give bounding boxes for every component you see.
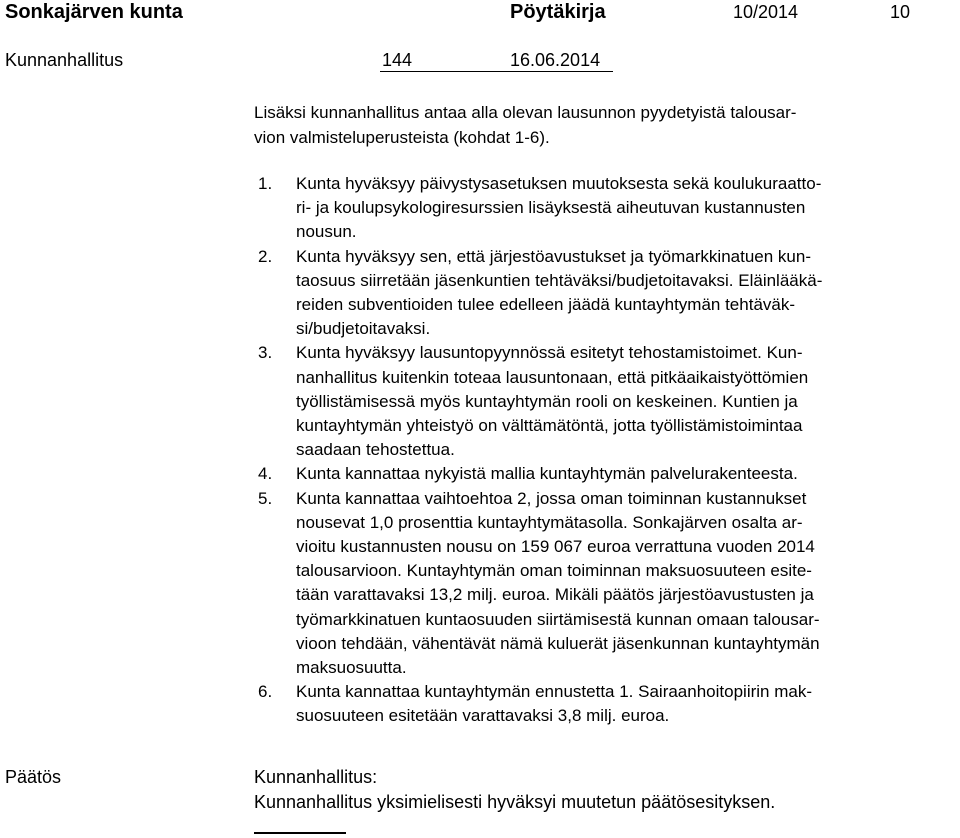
list-item-number: 4. <box>258 464 273 484</box>
list-item-line: vioon tehdään, vähentävät nämä kuluerät jäsenkunnan kuntayhtymän <box>296 633 820 653</box>
page-number: 10 <box>890 2 911 22</box>
list-item-line: nousun. <box>296 222 357 242</box>
list-item-line: Kunta kannattaa nykyistä mallia kuntayhtymän palvelurakenteesta. <box>296 464 798 484</box>
list-item-line: saadaan tehostettua. <box>296 440 455 460</box>
list-item-line: suosuuteen esitetään varattavaksi 3,8 milj. euroa. <box>296 706 670 726</box>
intro-paragraph <box>254 100 944 150</box>
list-item-line: työmarkkinatuen kuntaosuuden siirtämisestä kunnan omaan talousar- <box>296 609 820 629</box>
decision-body: Kunnanhallitus: <box>254 767 378 787</box>
list-item <box>258 341 948 462</box>
list-item-line: Kunta hyväksyy sen, että järjestöavustukset ja työmarkkinatuen kun- <box>296 246 811 266</box>
list-item-line: työllistämisessä myös kuntayhtymän rooli on keskeinen. Kuntien ja <box>296 391 798 411</box>
list-item-line: ri- ja koulupsykologiresurssien lisäyksestä aiheutuvan kustannusten <box>296 198 806 218</box>
intro-line: vion valmisteluperusteista (kohdat 1-6). <box>254 128 550 147</box>
list-item-line: vioitu kustannusten nousu on 159 067 euroa verrattuna vuoden 2014 <box>296 537 815 557</box>
list-item-line: Kunta kannattaa vaihtoehtoa 2, jossa oman toiminnan kustannukset <box>296 488 807 508</box>
list-item-line: maksuosuutta. <box>296 658 407 678</box>
list-item-number: 6. <box>258 682 273 702</box>
organization-name: Sonkajärven kunta <box>5 1 183 23</box>
list-item-line: Kunta hyväksyy lausuntopyynnössä esitetyt tehostamistoimet. Kun- <box>296 343 803 363</box>
section-underline <box>380 71 613 72</box>
document-number: 10/2014 <box>733 2 799 22</box>
list-item-line: reiden subventioiden tulee edelleen jäädä kuntayhtymän tehtäväk- <box>296 295 796 315</box>
decision-text: Kunnanhallitus yksimielisesti hyväksyi muutetun päätösesityksen. <box>254 792 776 812</box>
meeting-body: Kunnanhallitus <box>5 50 124 70</box>
section-number: 144 <box>382 50 413 70</box>
list-item-line: taosuus siirretään jäsenkuntien tehtäväksi/budjetoitavaksi. Eläinlääkä- <box>296 270 823 290</box>
list-item-number: 1. <box>258 174 273 193</box>
list-item-number: 5. <box>258 488 273 508</box>
list-item-number: 3. <box>258 343 273 363</box>
document-type: Pöytäkirja <box>510 1 606 23</box>
list-item <box>258 172 948 245</box>
list-item-line: nousevat 1,0 prosenttia kuntayhtymätasolla. Sonkajärven osalta ar- <box>296 512 803 532</box>
list-item <box>258 487 948 681</box>
statement-list <box>258 172 948 729</box>
list-item-line: nanhallitus kuitenkin toteaa lausuntonaan, että pitkäaikaistyöttömien <box>296 367 809 387</box>
list-item-line: tään varattavaksi 13,2 milj. euroa. Mikäli päätös järjestöavustusten ja <box>296 585 814 605</box>
list-item <box>258 245 948 342</box>
list-item-line: Kunta kannattaa kuntayhtymän ennustetta 1. Sairaanhoitopiirin mak- <box>296 682 812 702</box>
list-item-line: kuntayhtymän yhteistyö on välttämätöntä, jotta työllistämistoimintaa <box>296 416 803 436</box>
list-item-number: 2. <box>258 246 273 266</box>
list-item-line: si/budjetoitavaksi. <box>296 319 431 339</box>
signature-line <box>254 832 346 834</box>
meeting-date: 16.06.2014 <box>510 50 601 70</box>
intro-line: Lisäksi kunnanhallitus antaa alla olevan lausunnon pyydetyistä talousar- <box>254 103 797 122</box>
list-item-line: talousarvioon. Kuntayhtymän oman toiminnan maksuosuuteen esite- <box>296 561 812 581</box>
list-item <box>258 680 948 728</box>
list-item-line: Kunta hyväksyy päivystysasetuksen muutoksesta sekä koulukuraatto- <box>296 174 822 193</box>
list-item <box>258 462 948 486</box>
decision-label: Päätös <box>5 767 62 787</box>
